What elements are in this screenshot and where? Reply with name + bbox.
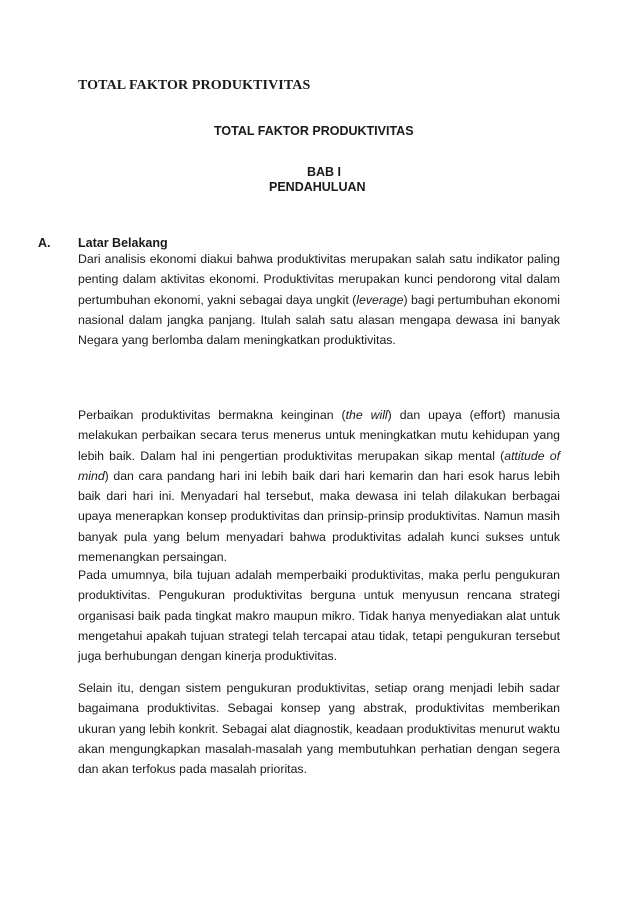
- text-run: Perbaikan produktivitas bermakna keinginan (: [78, 408, 346, 422]
- paragraph-text: [78, 405, 560, 567]
- paragraph-text: [78, 565, 560, 666]
- paragraph-text: [78, 678, 560, 779]
- document-title: TOTAL FAKTOR PRODUKTIVITAS: [214, 124, 414, 138]
- paragraph-4: [78, 678, 560, 779]
- text-run: Dari analisis ekonomi diakui bahwa produktivitas merupakan salah satu indikator paling penting dalam aktivitas ekonomi. Produktivitas merupakan kunci pendorong vital dalam pertumbuhan ekonomi, yakni sebagai daya ungkit (: [78, 252, 560, 307]
- text-run: Pada umumnya, bila tujuan adalah memperbaiki produktivitas, maka perlu pengukuran produktivitas. Pengukuran produktivitas berguna untuk menyusun rencana strategi organisasi baik pada tingkat makro maupun mikro. Tidak hanya menyediakan alat untuk mengetahui apakah tujuan strategi telah tercapai atau tidak, tetapi pengukuran tersebut juga berhubungan dengan kinerja produktivitas.: [78, 568, 560, 664]
- section-letter: A.: [38, 236, 51, 250]
- italic-term: attitude of mind: [78, 448, 560, 483]
- chapter-title: PENDAHULUAN: [269, 180, 366, 194]
- text-run: Selain itu, dengan sistem pengukuran produktivitas, setiap orang menjadi lebih sadar bagaimana produktivitas. Sebagai konsep yang abstrak, produktivitas memberikan ukuran yang lebih konkrit. Sebagai alat diagnostik, keadaan produktivitas menurut waktu akan mengungkapkan masalah-masalah yang membutuhkan perhatian dengan segera dan akan terfokus pada masalah prioritas.: [78, 681, 560, 777]
- italic-term: leverage: [356, 292, 404, 307]
- chapter-number: BAB I: [307, 165, 342, 179]
- paragraph-3: [78, 565, 560, 666]
- section-title: Latar Belakang: [78, 236, 168, 250]
- paragraph-text: [78, 249, 560, 350]
- paragraph-2: [78, 405, 560, 567]
- header-title: TOTAL FAKTOR PRODUKTIVITAS: [78, 78, 311, 93]
- paragraph-1: [78, 249, 560, 350]
- text-run: ) dan cara pandang hari ini lebih baik dari hari kemarin dan hari esok harus lebih baik dari hari ini. Menyadari hal tersebut, maka dewasa ini telah dilakukan berbagai upaya menerapkan konsep produktivitas dan prinsip-prinsip produktivitas. Namun masih banyak pula yang belum menyadari bahwa produktivitas adalah kunci sukses untuk memenangkan persaingan.: [78, 468, 560, 565]
- text-run: ) bagi pertumbuhan ekonomi nasional dalam jangka panjang. Itulah salah satu alasan mengapa dewasa ini banyak Negara yang berlomba dalam meningkatkan produktivitas.: [78, 292, 560, 348]
- italic-term: the will: [345, 408, 388, 422]
- text-run: ) dan upaya (effort) manusia melakukan perbaikan secara terus menerus untuk meningkatkan mutu kehidupan yang lebih baik. Dalam hal ini pengertian produktivitas merupakan sikap mental (: [78, 408, 560, 463]
- section-heading: [38, 236, 168, 250]
